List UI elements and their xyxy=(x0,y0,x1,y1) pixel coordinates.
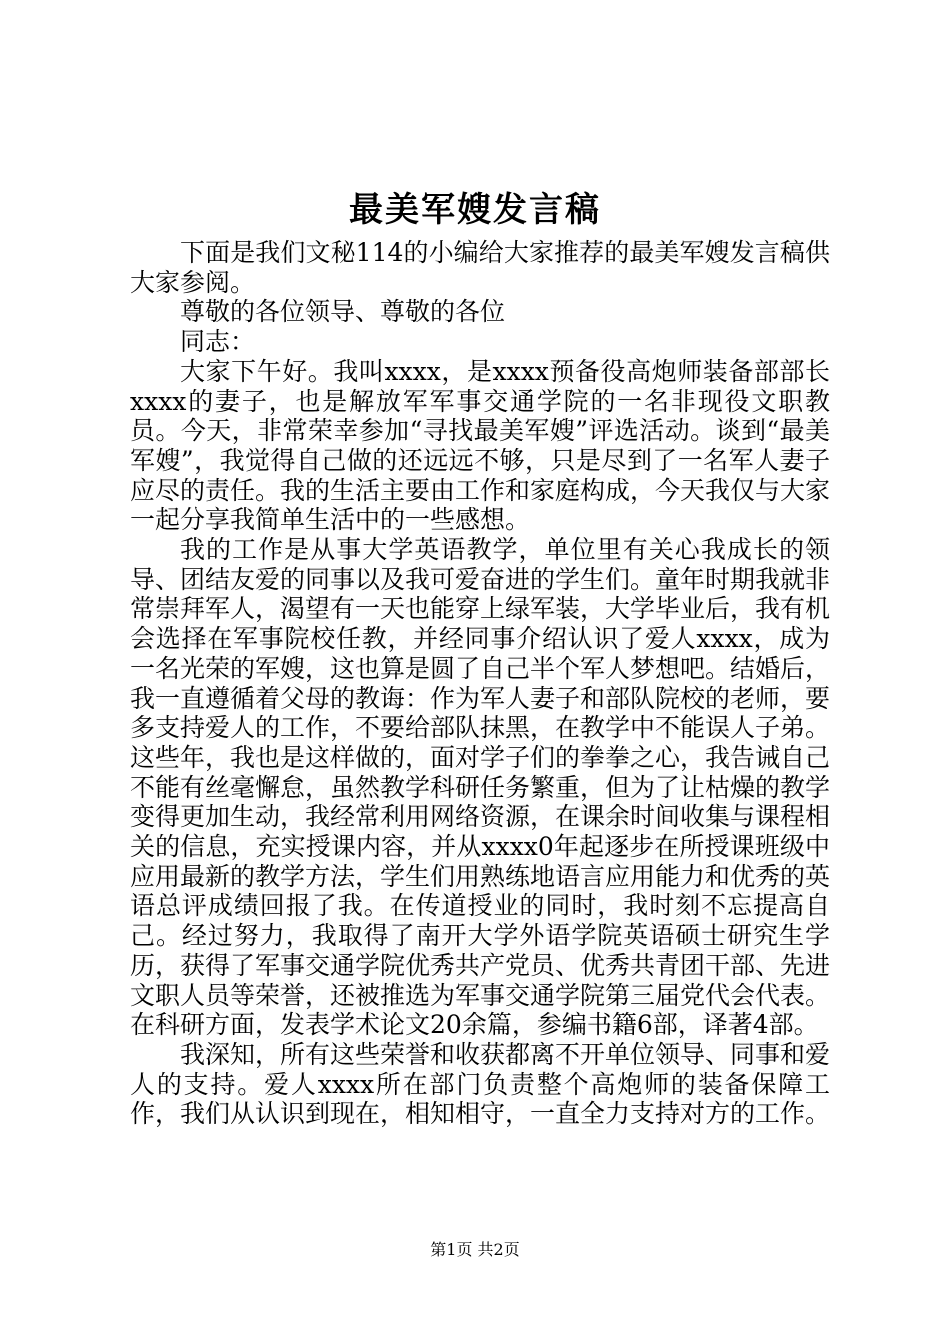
paragraph-work: 我的工作是从事大学英语教学，单位里有关心我成长的领导、团结友爱的同事以及我可爱奋进的学生们。童年时期我就非常崇拜军人，渴望有一天也能穿上绿军装，大学毕业后，我有机会选择在军事院校任教，并经同事介绍认识了爱人xxxx，成为一名光荣的军嫂，这也算是圆了自己半个军人梦想吧。结婚后，我一直遵循着父母的教诲：作为军人妻子和部队院校的老师，要多支持爱人的工作，不要给部队抹黑，在教学中不能误人子弟。这些年，我也是这样做的，面对学子们的拳拳之心，我告诫自己不能有丝毫懈怠，虽然教学科研任务繁重，但为了让枯燥的教学变得更加生动，我经常利用网络资源，在课余时间收集与课程相关的信息，充实授课内容，并从xxxx0年起逐步在所授课班级中应用最新的教学方法，学生们用熟练地语言应用能力和优秀的英语总评成绩回报了我。在传道授业的同时，我时刻不忘提高自己。经过努力，我取得了南开大学外语学院英语硕士研究生学历，获得了军事交通学院优秀共产党员、优秀共青团干部、先进文职人员等荣誉，还被推选为军事交通学院第三届党代会代表。在科研方面，发表学术论文20余篇，参编书籍6部，译著4部。 xyxy=(130,535,831,1040)
document-title: 最美军嫂发言稿 xyxy=(349,190,601,230)
paragraph-salutation: 尊敬的各位领导、尊敬的各位 xyxy=(180,297,506,327)
page-footer: 第1页 共2页 xyxy=(430,1240,520,1259)
paragraph-salutation-cont: 同志： xyxy=(180,327,256,357)
paragraph-greeting: 大家下午好。我叫xxxx，是xxxx预备役高炮师装备部部长xxxx的妻子，也是解放军军事交通学院的一名非现役文职教员。今天，非常荣幸参加“寻找最美军嫂”评选活动。谈到“最美军嫂”，我觉得自己做的还远远不够，只是尽到了一名军人妻子应尽的责任。我的生活主要由工作和家庭构成，今天我仅与大家一起分享我简单生活中的一些感想。 xyxy=(130,356,831,535)
paragraph-support: 我深知，所有这些荣誉和收获都离不开单位领导、同事和爱人的支持。爱人xxxx所在部门负责整个高炮师的装备保障工作，我们从认识到现在，相知相守，一直全力支持对方的工作。 xyxy=(130,1039,831,1129)
paragraph-intro: 下面是我们文秘114的小编给大家推荐的最美军嫂发言稿供大家参阅。 xyxy=(130,238,830,297)
document-body xyxy=(130,238,830,1129)
